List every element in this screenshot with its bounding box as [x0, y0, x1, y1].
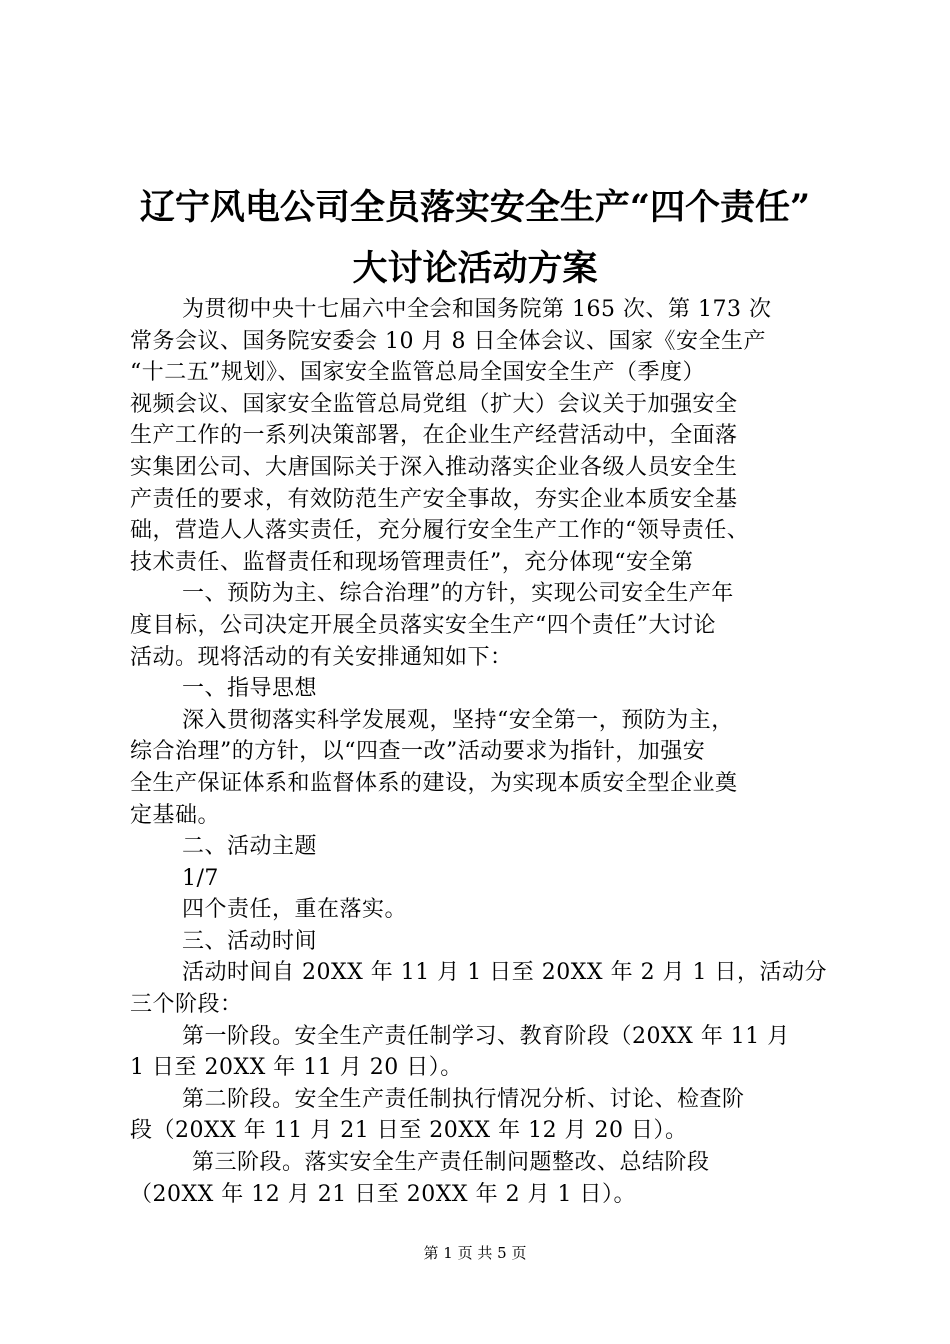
- body-line: 生产工作的一系列决策部署，在企业生产经营活动中，全面落: [130, 423, 738, 449]
- page-marker: 1/7: [182, 865, 219, 891]
- body-line: 活动时间自 20XX 年 11 月 1 日至 20XX 年 2 月 1 日，活动分: [182, 960, 828, 986]
- body-line: 三个阶段：: [130, 992, 243, 1018]
- body-line: 定基础。: [130, 802, 221, 828]
- body-line: 1 日至 20XX 年 11 月 20 日）。: [130, 1055, 463, 1081]
- document-title-line-2: 大讨论活动方案: [352, 248, 598, 289]
- document-body: [130, 294, 850, 1210]
- body-line: 视频会议、国家安全监管总局党组（扩大）会议关于加强安全: [130, 391, 738, 417]
- body-line: 一、预防为主、综合治理”的方针，实现公司安全生产年: [182, 581, 734, 607]
- section-heading: 一、指导思想: [182, 676, 318, 702]
- body-line: 为贯彻中央十七届六中全会和国务院第 165 次、第 173 次: [182, 297, 772, 322]
- document-title-line-1: 辽宁风电公司全员落实安全生产“四个责任”: [139, 187, 811, 228]
- body-line: 第二阶段。安全生产责任制执行情况分析、讨论、检查阶: [182, 1086, 745, 1112]
- body-line: （20XX 年 12 月 21 日至 20XX 年 2 月 1 日）。: [130, 1181, 637, 1207]
- body-line: 深入贯彻落实科学发展观，坚持“安全第一，预防为主，: [182, 707, 734, 733]
- body-line: 实集团公司、大唐国际关于深入推动落实企业各级人员安全生: [130, 454, 738, 480]
- body-line: 全生产保证体系和监督体系的建设，为实现本质安全型企业奠: [130, 770, 738, 796]
- body-line: 第三阶段。落实安全生产责任制问题整改、总结阶段: [192, 1150, 710, 1176]
- section-heading: 二、活动主题: [182, 834, 318, 860]
- body-line: 四个责任，重在落实。: [182, 897, 408, 923]
- body-line: 段（20XX 年 11 月 21 日至 20XX 年 12 月 20 日）。: [130, 1118, 688, 1144]
- body-line: 技术责任、监督责任和现场管理责任”，充分体现“安全第: [130, 549, 694, 575]
- body-line: 产责任的要求，有效防范生产安全事故，夯实企业本质安全基: [130, 486, 738, 512]
- body-line: “十二五”规划》、国家安全监管总局全国安全生产（季度）: [130, 360, 705, 386]
- body-line: 础，营造人人落实责任，充分履行安全生产工作的“领导责任、: [130, 518, 750, 544]
- body-line: 综合治理”的方针，以“四查一改”活动要求为指针，加强安: [130, 739, 706, 765]
- body-line: 第一阶段。安全生产责任制学习、教育阶段（20XX 年 11 月: [182, 1023, 790, 1049]
- body-line: 活动。现将活动的有关安排通知如下：: [130, 644, 513, 670]
- page-footer: 第 1 页 共 5 页: [423, 1244, 527, 1262]
- body-line: 常务会议、国务院安委会 10 月 8 日全体会议、国家《安全生产: [130, 328, 766, 354]
- section-heading: 三、活动时间: [182, 928, 318, 954]
- body-line: 度目标，公司决定开展全员落实安全生产“四个责任”大讨论: [130, 612, 716, 638]
